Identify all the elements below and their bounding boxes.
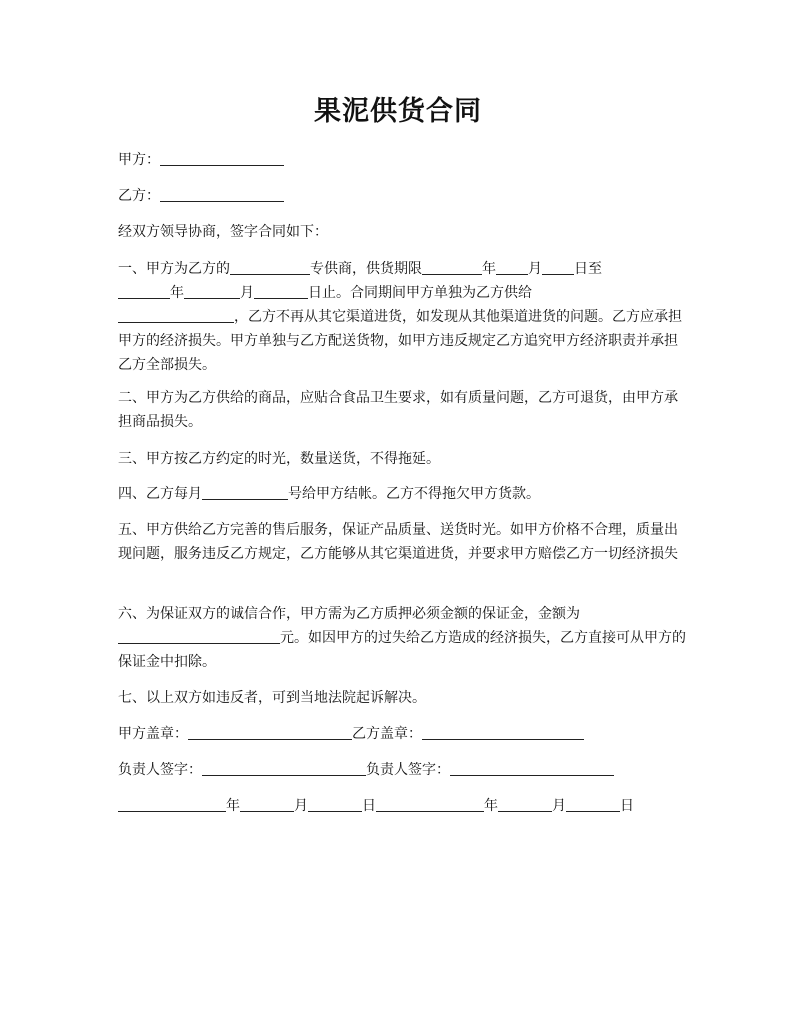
intro-paragraph: 经双方领导协商，签字合同如下： (118, 224, 328, 240)
sign-b-blank[interactable] (450, 759, 614, 776)
party-a-label: 甲方： (118, 152, 160, 168)
date-a-year-label: 年 (226, 798, 240, 814)
seal-b-label: 乙方盖章： (352, 726, 422, 742)
sign-a-blank[interactable] (202, 759, 366, 776)
party-b-line (118, 184, 686, 208)
start-year-blank[interactable] (422, 258, 482, 275)
party-a-line (118, 148, 686, 172)
end-day-blank[interactable] (254, 282, 308, 299)
start-month-blank[interactable] (496, 258, 528, 275)
seal-a-label: 甲方盖章： (118, 726, 188, 742)
clause-1 (118, 257, 686, 377)
party-b-blank[interactable] (160, 185, 284, 202)
date-b-day-blank[interactable] (566, 795, 620, 812)
sign-a-label: 负责人签字： (118, 762, 202, 778)
seal-b-blank[interactable] (422, 723, 584, 740)
supply-goods-blank[interactable] (118, 306, 234, 323)
document-title: 果泥供货合同 (314, 96, 482, 127)
end-year-blank[interactable] (118, 282, 170, 299)
clause-7: 七、以上双方如违反者，可到当地法院起诉解决。 (118, 690, 426, 706)
seal-line (118, 722, 718, 746)
date-a-day-blank[interactable] (308, 795, 362, 812)
clause-1-month-1: 月 (528, 261, 542, 277)
clause-6 (118, 602, 686, 674)
date-a-month-blank[interactable] (240, 795, 294, 812)
deposit-amount-blank[interactable] (118, 627, 280, 644)
clause-2: 二、甲方为乙方供给的商品，应贴合食品卫生要求，如有质量问题，乙方可退货，由甲方承担商品损失。 (118, 390, 678, 430)
clause-1-year-2: 年 (170, 285, 184, 301)
clause-1-text-h: 日止。合同期间甲方单独为乙方供给 (308, 285, 532, 301)
party-a-blank[interactable] (160, 149, 284, 166)
clause-1-text-b: 专供商，供货期限 (310, 261, 422, 277)
party-b-label: 乙方： (118, 188, 160, 204)
end-month-blank[interactable] (184, 282, 240, 299)
date-b-year-label: 年 (484, 798, 498, 814)
start-day-blank[interactable] (542, 258, 574, 275)
date-b-day-label: 日 (620, 798, 634, 814)
clause-6-text-b: 元。如因甲方的过失给乙方造成的经济损失，乙方直接可从甲方的保证金中扣除。 (118, 630, 686, 670)
clause-4 (118, 482, 686, 506)
supplier-type-blank[interactable] (230, 258, 310, 275)
settlement-day-blank[interactable] (202, 483, 288, 500)
date-b-month-blank[interactable] (498, 795, 552, 812)
clause-1-text-e: 日至 (574, 261, 602, 277)
clause-1-year-1: 年 (482, 261, 496, 277)
clause-1-month-2: 月 (240, 285, 254, 301)
clause-3: 三、甲方按乙方约定的时光，数量送货，不得拖延。 (118, 451, 440, 467)
clause-4-text-b: 号给甲方结帐。乙方不得拖欠甲方货款。 (288, 486, 540, 502)
signature-line (118, 758, 718, 782)
sign-b-label: 负责人签字： (366, 762, 450, 778)
date-a-year-blank[interactable] (118, 795, 226, 812)
date-a-day-label: 日 (362, 798, 376, 814)
clause-6-text-a: 六、为保证双方的诚信合作，甲方需为乙方质押必须金额的保证金，金额为 (118, 606, 580, 622)
date-a-month-label: 月 (294, 798, 308, 814)
clause-5: 五、甲方供给乙方完善的售后服务，保证产品质量、送货时光。如甲方价格不合理，质量出现问题，服务违反乙方规定，乙方能够从其它渠道进货，并要求甲方赔偿乙方一切经济损失 (118, 522, 678, 562)
seal-a-blank[interactable] (188, 723, 352, 740)
clause-1-text-a: 一、甲方为乙方的 (118, 261, 230, 277)
date-line (118, 794, 718, 818)
date-b-year-blank[interactable] (376, 795, 484, 812)
clause-1-text-i: ，乙方不再从其它渠道进货，如发现从其他渠道进货的问题。乙方应承担甲方的经济损失。甲方单独与乙方配送货物，如甲方违反规定乙方追究甲方经济职责并承担乙方全部损失。 (118, 309, 682, 373)
date-b-month-label: 月 (552, 798, 566, 814)
clause-4-text-a: 四、乙方每月 (118, 486, 202, 502)
